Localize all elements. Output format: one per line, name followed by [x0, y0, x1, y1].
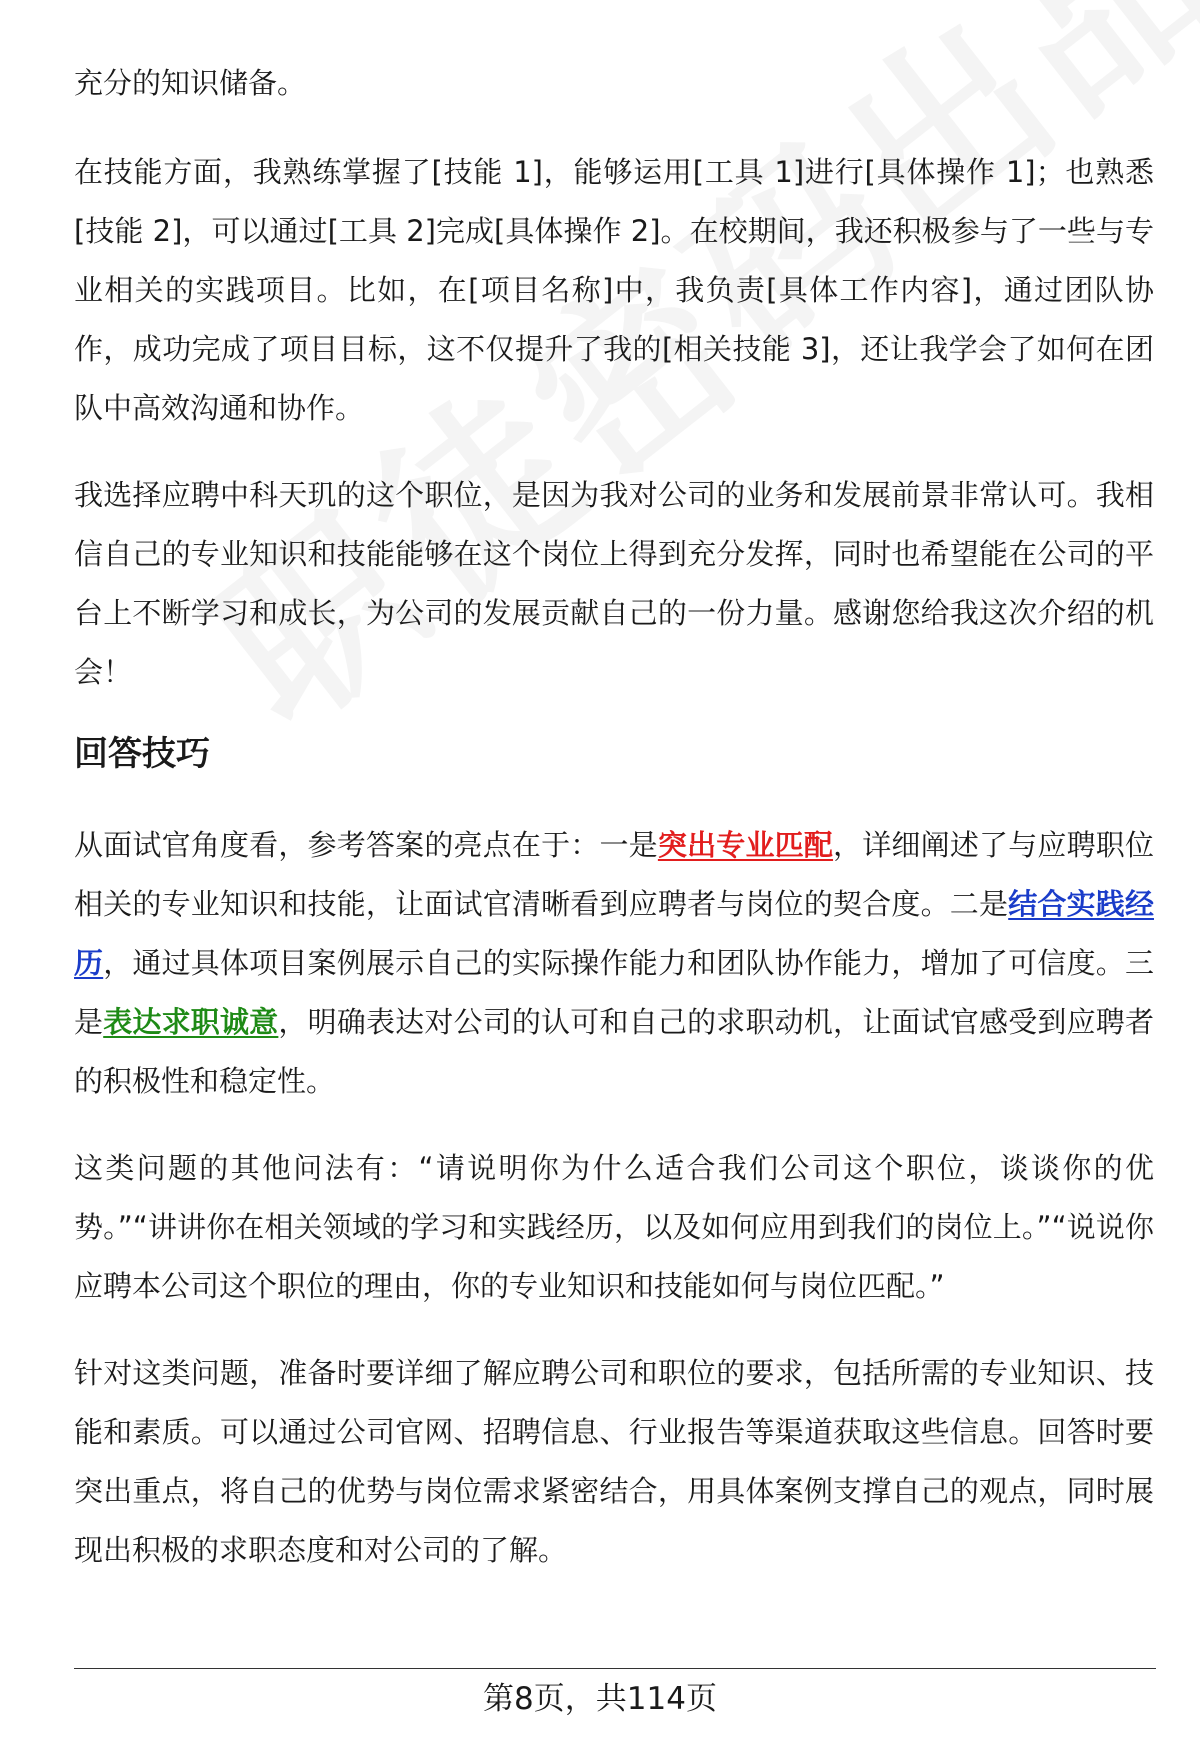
- section-heading-answer-tips: 回答技巧: [74, 734, 210, 774]
- highlight-professional-match: 突出专业匹配: [657, 828, 834, 862]
- paragraph-motivation: 我选择应聘中科天玑的这个职位，是因为我对公司的业务和发展前景非常认可。我相信自己的专业知识和技能能够在这个岗位上得到充分发挥，同时也希望能在公司的平台上不断学习和成长，为公司的发展贡献自己的一份力量。感谢您给我这次介绍的机会！: [74, 478, 1154, 689]
- paragraph-alternative-questions: 这类问题的其他问法有：“请说明你为什么适合我们公司这个职位，谈谈你的优势。”“讲讲你在相关领域的学习和实践经历，以及如何应用到我们的岗位上。”“说说你应聘本公司这个职位的理由，你的专业知识和技能如何与岗位匹配。”: [74, 1151, 1154, 1303]
- tips-text-3: ，通过具体项目案例展示自己的实际操作能力和团队协作能力，增加了可信度。三是: [74, 946, 1154, 1039]
- tips-text-4: ，明确表达对公司的认可和自己的求职动机，让面试官感受到应聘者的积极性和稳定性。: [74, 1005, 1154, 1098]
- page-number: 第8页，共114页: [483, 1681, 717, 1717]
- footer-divider: [74, 1668, 1156, 1669]
- document-body: [74, 54, 1154, 1608]
- highlight-practice-experience: 结合实践经历: [74, 887, 1154, 980]
- tips-text-2: ，详细阐述了与应聘职位相关的专业知识和技能，让面试官清晰看到应聘者与岗位的契合度。二是: [74, 828, 1154, 921]
- tips-text-1: 从面试官角度看，参考答案的亮点在于：一是: [74, 828, 658, 862]
- paragraph-skills: 在技能方面，我熟练掌握了[技能 1]，能够运用[工具 1]进行[具体操作 1]；也熟悉[技能 2]，可以通过[工具 2]完成[具体操作 2]。在校期间，我还积极参与了一些与专业相关的实践项目。比如，在[项目名称]中，我负责[具体工作内容]，通过团队协作，成功完成了项目目标，这不仅提升了我的[相关技能 3]，还让我学会了如何在团队中高效沟通和协作。: [74, 155, 1154, 425]
- highlight-sincerity: 表达求职诚意: [103, 1005, 279, 1039]
- paragraph-answer-tips: [74, 816, 1154, 1111]
- paragraph-knowledge-end: 充分的知识储备。: [74, 66, 307, 100]
- paragraph-preparation-advice: 针对这类问题，准备时要详细了解应聘公司和职位的要求，包括所需的专业知识、技能和素质。可以通过公司官网、招聘信息、行业报告等渠道获取这些信息。回答时要突出重点，将自己的优势与岗位需求紧密结合，用具体案例支撑自己的观点，同时展现出积极的求职态度和对公司的了解。: [74, 1356, 1154, 1567]
